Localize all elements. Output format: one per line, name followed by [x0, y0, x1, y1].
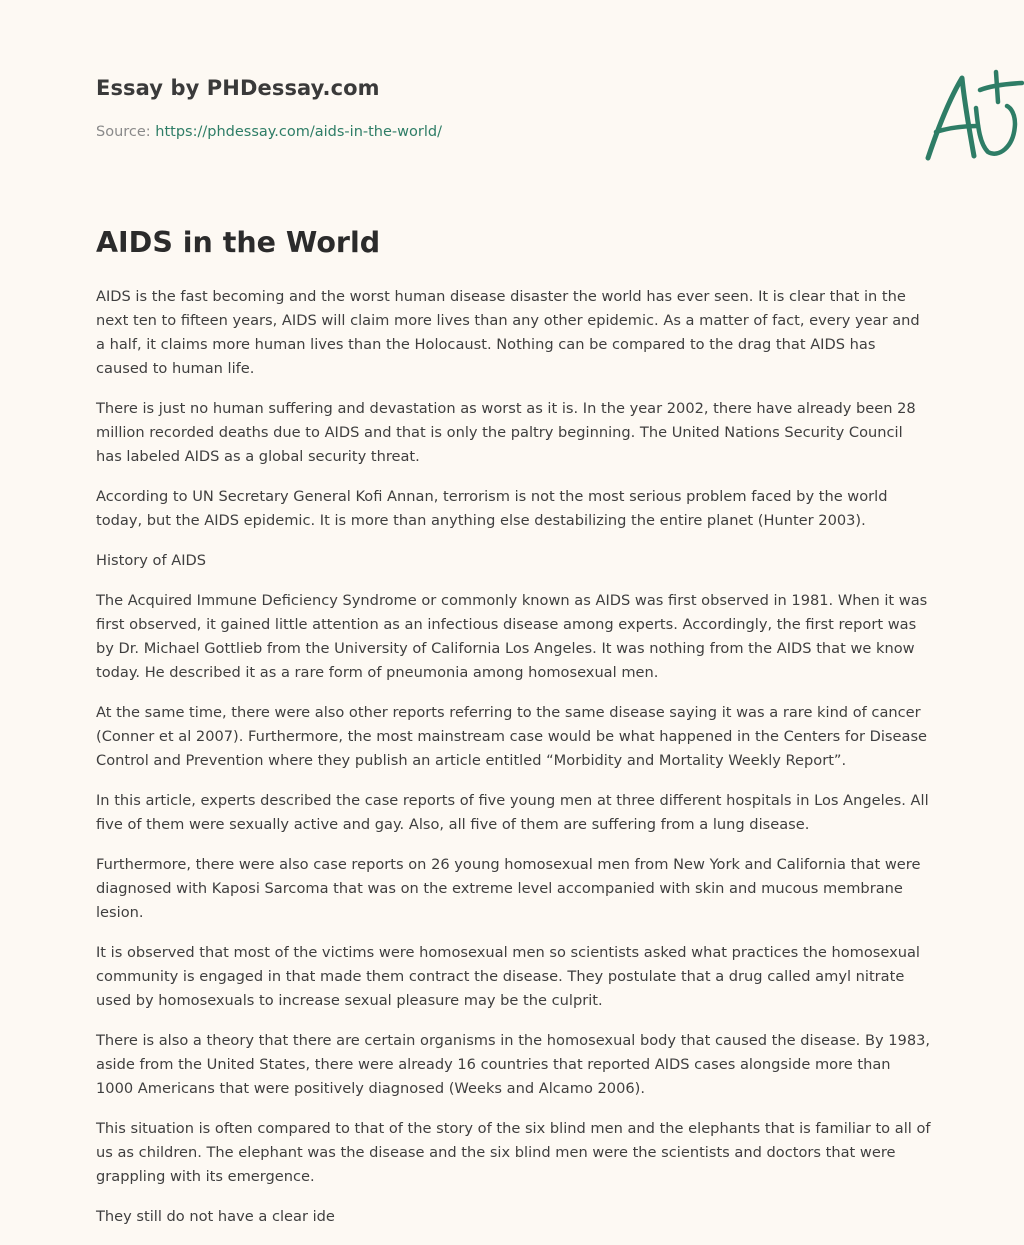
- essay-paragraph: According to UN Secretary General Kofi Annan, terrorism is not the most serious problem faced by the world today, but the AIDS epidemic. It is more than anything else destabilizing the entire planet (Hunter 2003).: [96, 488, 888, 529]
- source-line: [96, 124, 442, 140]
- essay-paragraph: This situation is often compared to that of the story of the six blind men and the elephants that is familiar to all of us as children. The elephant was the disease and the six blind men were the scientists and doctors that were grappling with its emergence.: [96, 1120, 931, 1185]
- essay-paragraph: There is just no human suffering and devastation as worst as it is. In the year 2002, there have already been 28 million recorded deaths due to AIDS and that is only the paltry beginning. The United Nations Security Council has labeled AIDS as a global security threat.: [96, 400, 916, 465]
- essay-paragraph-truncated: They still do not have a clear ide: [96, 1208, 335, 1225]
- essay-paragraph: There is also a theory that there are certain organisms in the homosexual body that caused the disease. By 1983, aside from the United States, there were already 16 countries that reported AIDS cases alongside more than 1000 Americans that were positively diagnosed (Weeks and Alcamo 2006).: [96, 1032, 931, 1097]
- source-label: Source:: [96, 124, 151, 140]
- essay-paragraph: In this article, experts described the case reports of five young men at three different hospitals in Los Angeles. All five of them were sexually active and gay. Also, all five of them are suffering from a lung disease.: [96, 792, 929, 833]
- essay-content: [96, 285, 932, 1245]
- a-plus-logo-icon: [918, 68, 1024, 168]
- site-title: Essay by PHDessay.com: [96, 76, 380, 100]
- essay-paragraph: The Acquired Immune Deficiency Syndrome or commonly known as AIDS was first observed in 1981. When it was first observed, it gained little attention as an infectious disease among experts. Accordingly, the first report was by Dr. Michael Gottlieb from the University of California Los Angeles. It was nothing from the AIDS that we know today. He described it as a rare form of pneumonia among homosexual men.: [96, 592, 928, 681]
- essay-title: AIDS in the World: [96, 226, 381, 259]
- essay-paragraph: AIDS is the fast becoming and the worst human disease disaster the world has ever seen. It is clear that in the next ten to fifteen years, AIDS will claim more lives than any other epidemic. As a matter of fact, every year and a half, it claims more human lives than the Holocaust. Nothing can be compared to the drag that AIDS has caused to human life.: [96, 288, 920, 377]
- section-heading: History of AIDS: [96, 552, 207, 569]
- essay-paragraph: At the same time, there were also other reports referring to the same disease saying it was a rare kind of cancer (Conner et al 2007). Furthermore, the most mainstream case would be what happened in the Centers for Disease Control and Prevention where they publish an article entitled “Morbidity and Mortality Weekly Report”.: [96, 704, 928, 769]
- source-link[interactable]: https://phdessay.com/aids-in-the-world/: [155, 124, 442, 140]
- essay-paragraph: It is observed that most of the victims were homosexual men so scientists asked what practices the homosexual community is engaged in that made them contract the disease. They postulate that a drug called amyl nitrate used by homosexuals to increase sexual pleasure may be the culprit.: [96, 944, 920, 1009]
- essay-paragraph: Furthermore, there were also case reports on 26 young homosexual men from New York and California that were diagnosed with Kaposi Sarcoma that was on the extreme level accompanied with skin and mucous membrane lesion.: [96, 856, 921, 921]
